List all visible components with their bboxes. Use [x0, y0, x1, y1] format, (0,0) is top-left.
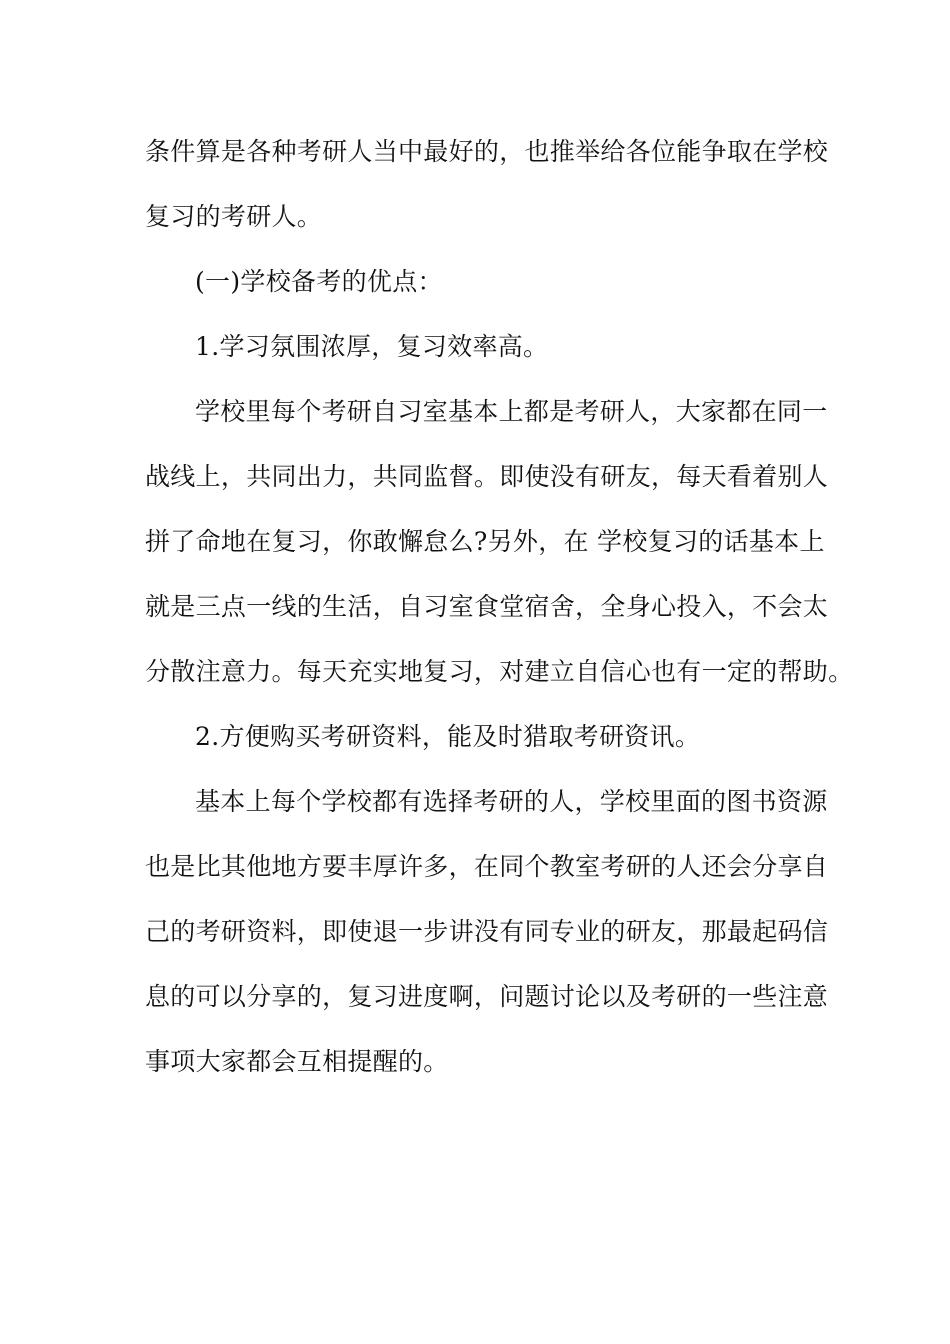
text-line: 也是比其他地方要丰厚许多，在同个教室考研的人还会分享自 — [145, 852, 829, 881]
text-line: 就是三点一线的生活，自习室食堂宿舍，全身心投入，不会太 — [145, 592, 829, 621]
subheading: 2.方便购买考研资料，能及时猎取考研资讯。 — [195, 722, 701, 751]
document-body — [145, 125, 854, 1100]
text-line: 战线上，共同出力，共同监督。即使没有研友，每天看着别人 — [145, 462, 829, 491]
text-line: 息的可以分享的，复习进度啊，问题讨论以及考研的一些注意 — [145, 982, 829, 1011]
text-line: 己的考研资料，即使退一步讲没有同专业的研友，那最起码信 — [145, 917, 829, 946]
text-line: 学校里每个考研自习室基本上都是考研人，大家都在同一 — [195, 397, 828, 426]
text-line: 基本上每个学校都有选择考研的人，学校里面的图书资源 — [195, 787, 828, 816]
text-line: 条件算是各种考研人当中最好的，也推举给各位能争取在学校 — [145, 137, 829, 166]
subheading: 1.学习氛围浓厚，复习效率高。 — [195, 332, 549, 361]
text-line: 分散注意力。每天充实地复习，对建立自信心也有一定的帮助。 — [145, 657, 854, 686]
text-line: 复习的考研人。 — [145, 202, 323, 231]
text-line: 拼了命地在复习，你敢懈怠么?另外，在 学校复习的话基本上 — [145, 527, 825, 556]
text-line: 事项大家都会互相提醒的。 — [145, 1047, 449, 1076]
section-heading: (一)学校备考的优点： — [195, 267, 443, 296]
